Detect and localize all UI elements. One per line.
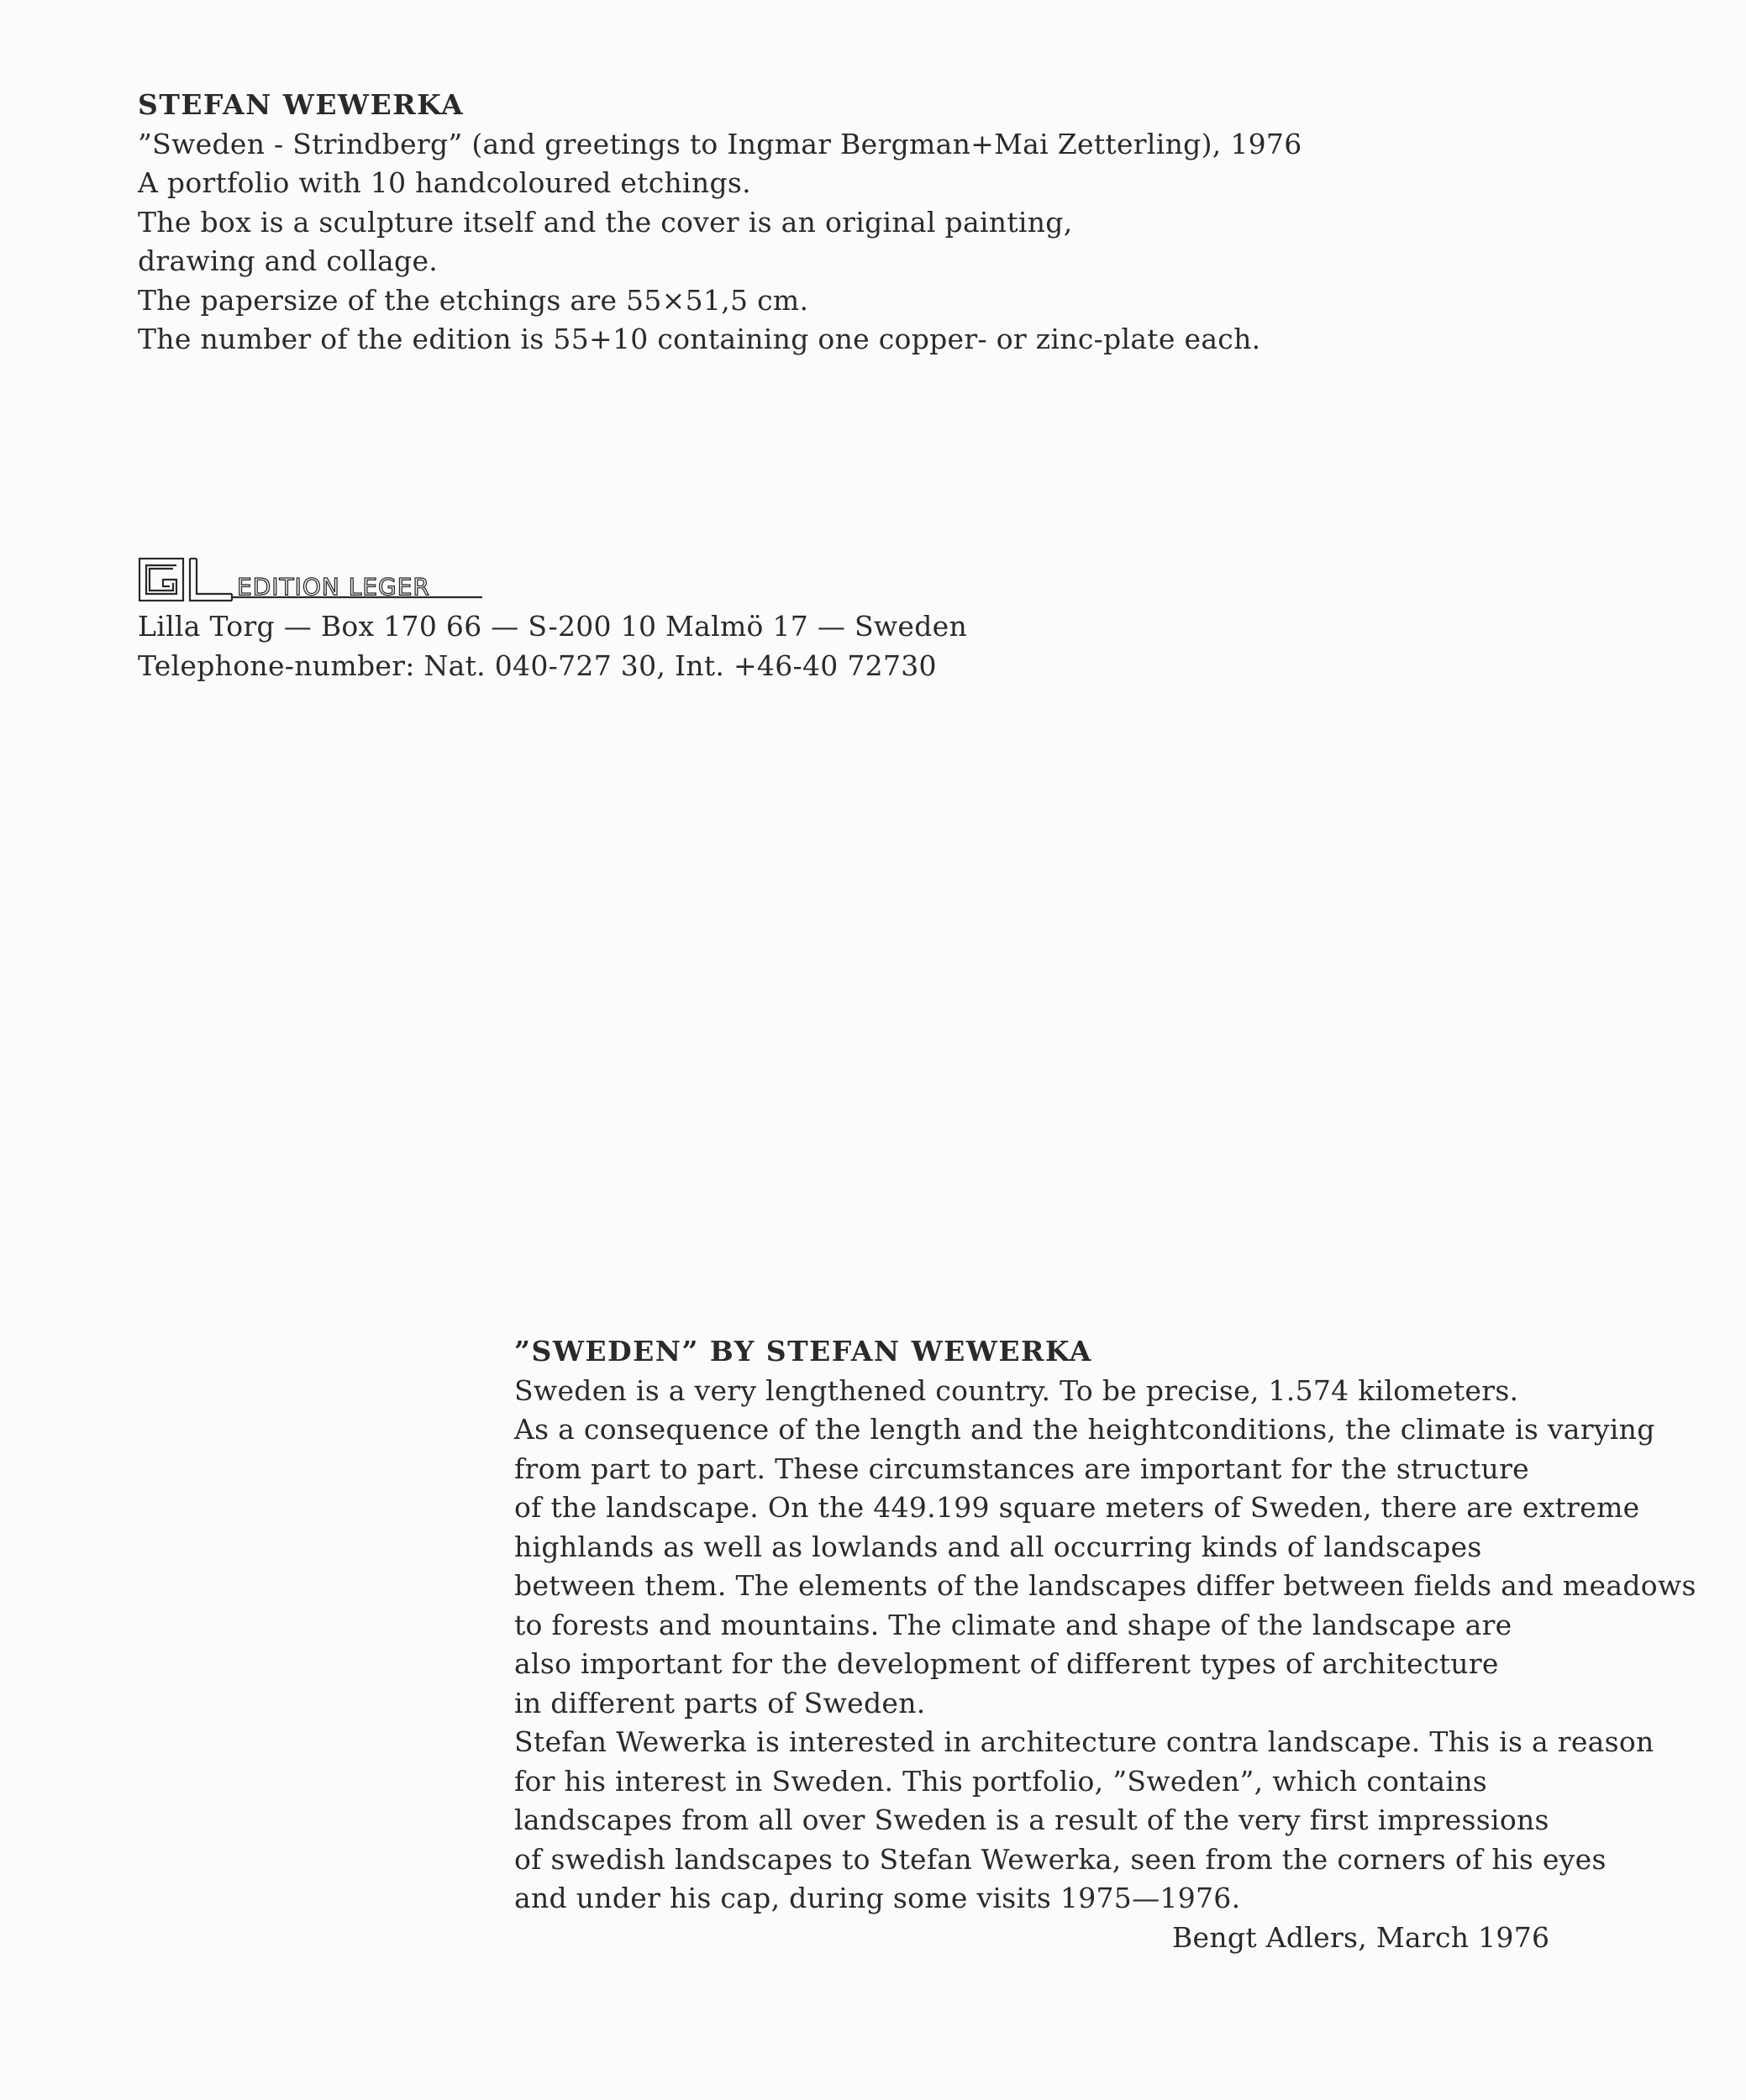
intro-line: The number of the edition is 55+10 containing one copper- or zinc-plate each.: [138, 323, 1261, 355]
intro-line: ”Sweden - Strindberg” (and greetings to Ingmar Bergman+Mai Zetterling), 1976: [138, 127, 1302, 160]
essay-line: to forests and mountains. The climate and shape of the landscape are: [514, 1608, 1512, 1641]
essay-line: Sweden is a very lengthened country. To be precise, 1.574 kilometers.: [514, 1373, 1519, 1407]
intro-line: The box is a sculpture itself and the cover is an original painting,: [138, 205, 1073, 239]
publisher-telephone: Telephone-number: Nat. 040-727 30, Int. +46-40 72730: [138, 648, 937, 682]
essay-line: As a consequence of the length and the heightconditions, the climate is varying: [514, 1413, 1655, 1446]
intro-line: The papersize of the etchings are 55×51,5 cm.: [138, 283, 809, 317]
essay-line: of swedish landscapes to Stefan Wewerka, seen from the corners of his eyes: [514, 1842, 1607, 1876]
essay-line: in different parts of Sweden.: [514, 1686, 926, 1719]
intro-line: A portfolio with 10 handcoloured etchings.: [138, 166, 751, 199]
edition-leger-logo: [138, 557, 967, 606]
essay-line: between them. The elements of the landscapes differ between fields and meadows: [514, 1569, 1696, 1602]
essay-line: highlands as well as lowlands and all occurring kinds of landscapes: [514, 1530, 1482, 1563]
logo-wordmark: EDITION LEGER: [237, 573, 430, 601]
essay-line: for his interest in Sweden. This portfolio, ”Sweden”, which contains: [514, 1764, 1488, 1798]
essay-line: also important for the development of different types of architecture: [514, 1647, 1499, 1680]
essay-text: [514, 1332, 1696, 1957]
essay-line: and under his cap, during some visits 1975—1976.: [514, 1882, 1241, 1914]
publisher-info: [138, 557, 967, 685]
portfolio-description: [138, 86, 1302, 360]
essay-heading: ”SWEDEN” BY STEFAN WEWERKA: [514, 1335, 1092, 1368]
essay-line: of the landscape. On the 449.199 square meters of Sweden, there are extreme: [514, 1491, 1640, 1524]
essay-line: from part to part. These circumstances are important for the structure: [514, 1452, 1529, 1485]
artist-heading: STEFAN WEWERKA: [138, 88, 465, 121]
essay-line: landscapes from all over Sweden is a result of the very first impressions: [514, 1803, 1549, 1836]
publisher-address: Lilla Torg — Box 170 66 — S-200 10 Malmö 17 — Sweden: [138, 610, 968, 643]
essay-signature: Bengt Adlers, March 1976: [1172, 1920, 1550, 1954]
essay-line: Stefan Wewerka is interested in architecture contra landscape. This is a reason: [514, 1725, 1654, 1758]
intro-line: drawing and collage.: [138, 244, 439, 277]
